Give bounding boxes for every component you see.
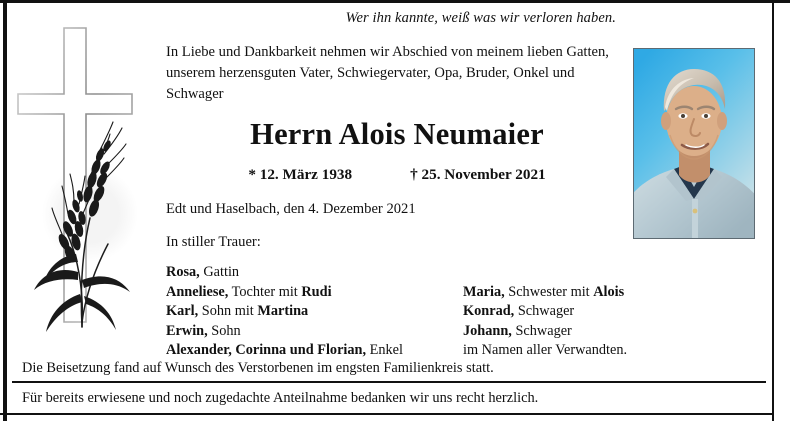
mourner-left xyxy=(166,263,463,283)
mourner-relation: Schwester mit xyxy=(504,283,594,300)
mourner-right xyxy=(463,283,763,303)
mourner-relation: Sohn mit xyxy=(198,303,258,320)
mourner-name: Erwin, xyxy=(166,322,208,339)
cross-with-wheat-icon xyxy=(12,22,158,342)
mourner-partner-name: Rudi xyxy=(301,283,332,300)
birth-date: * 12. März 1938 xyxy=(248,166,353,183)
mourners-list xyxy=(166,263,766,361)
mourner-left xyxy=(166,302,463,322)
list-item xyxy=(166,283,766,303)
mourner-relation: Enkel xyxy=(366,342,403,359)
list-item xyxy=(166,341,766,361)
thanks-text: Für bereits erwiesene und noch zugedachte Anteilnahme bedanken wir uns recht herzlich. xyxy=(22,390,539,406)
mourner-right xyxy=(463,302,763,322)
mourner-name: Rosa, xyxy=(166,264,200,280)
place-and-date: Edt und Haselbach, den 4. Dezember 2021 xyxy=(166,201,416,217)
frame-border-bottom xyxy=(0,413,774,415)
mourner-name: Maria, xyxy=(463,283,505,300)
death-date: † 25. November 2021 xyxy=(410,166,546,183)
mourner-name: Anneliese, xyxy=(166,283,229,300)
list-item xyxy=(166,263,766,283)
divider xyxy=(12,381,766,383)
mourner-name: Konrad, xyxy=(463,303,515,320)
mourner-left xyxy=(166,322,463,342)
mourner-name: Karl, xyxy=(166,303,199,320)
mourner-relation: Sohn xyxy=(207,322,241,339)
mourner-closing: im Namen aller Verwandten. xyxy=(463,342,628,359)
burial-notice-text: Die Beisetzung fand auf Wunsch des Verstorbenen im engsten Familienkreis statt. xyxy=(22,360,494,376)
frame-border-left xyxy=(3,0,7,421)
mourner-name: Johann, xyxy=(463,322,512,339)
page-title: Herrn Alois Neumaier xyxy=(250,117,544,151)
list-item xyxy=(166,322,766,342)
mourner-name: Alexander, Corinna und Florian, xyxy=(166,342,367,359)
mourner-right xyxy=(463,341,763,361)
mourner-relation: Schwager xyxy=(511,322,572,339)
life-dates xyxy=(166,166,628,184)
mourner-right xyxy=(463,322,763,342)
mourning-label: In stiller Trauer: xyxy=(166,234,261,250)
mourner-left xyxy=(166,283,463,303)
mourner-relation: Schwager xyxy=(514,303,575,320)
mourner-right xyxy=(463,263,763,283)
mourner-left xyxy=(166,341,463,361)
frame-border-right xyxy=(772,0,774,421)
frame-border-top xyxy=(0,0,790,3)
mourner-relation: Tochter mit xyxy=(228,283,302,300)
intro-text: In Liebe und Dankbarkeit nehmen wir Abschied von meinem lieben Gatten, unserem herzensguten Vater, Schwiegervater, Opa, Bruder, Onkel und Schwager xyxy=(166,44,609,102)
mourner-partner-name: Martina xyxy=(257,303,309,320)
motto-text: Wer ihn kannte, weiß was wir verloren haben. xyxy=(345,10,616,26)
list-item xyxy=(166,302,766,322)
mourner-partner-name: Alois xyxy=(593,283,625,300)
mourner-relation: Gattin xyxy=(199,264,240,280)
portrait-photo-of-deceased xyxy=(633,48,755,239)
